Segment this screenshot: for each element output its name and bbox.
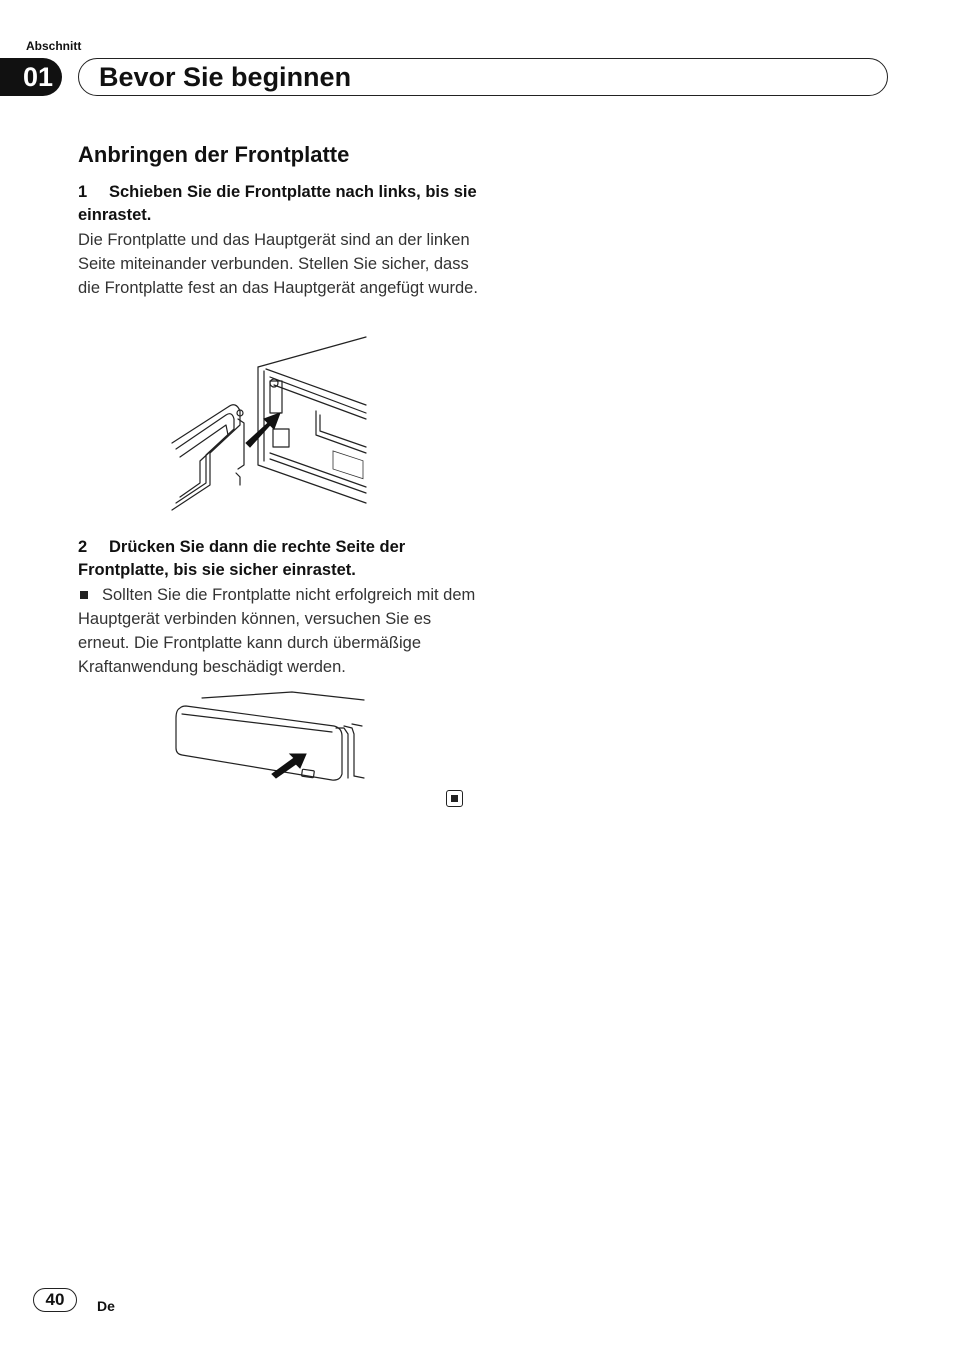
step-2-title	[78, 536, 478, 582]
section-label: Abschnitt	[26, 39, 82, 53]
step-2-title-text: Drücken Sie dann die rechte Seite der Frontplatte, bis sie sicher einrastet.	[78, 538, 406, 579]
chapter-title: Bevor Sie beginnen	[99, 61, 352, 92]
language-code: De	[97, 1298, 115, 1314]
step-1-number: 1	[78, 183, 88, 201]
page-number: 40	[33, 1288, 77, 1312]
step-1-body: Die Frontplatte und das Hauptgerät sind an der linken Seite miteinander verbunden. Stellen Sie sicher, dass die Frontplatte fest an das Hauptgerät angefügt wurde.	[78, 231, 478, 297]
step-1-title-text: Schieben Sie die Frontplatte nach links, bis sie einrastet.	[78, 183, 477, 224]
square-bullet-icon	[80, 591, 88, 599]
chapter-title-bar	[78, 58, 888, 96]
section-heading: Anbringen der Frontplatte	[78, 142, 350, 167]
illustration-attach-left	[170, 335, 370, 515]
step-2-note-text: Sollten Sie die Frontplatte nicht erfolgreich mit dem Hauptgerät verbinden können, versuchen Sie es erneut. Die Frontplatte kann durch übermäßige Kraftanwendung beschädigt werden.	[78, 586, 476, 676]
step-2-number: 2	[78, 538, 88, 556]
end-mark-icon	[446, 790, 463, 807]
step-2-note	[78, 583, 478, 679]
illustration-press-right	[172, 688, 367, 783]
step-1-title	[78, 181, 478, 227]
chapter-number-badge: 01	[0, 58, 62, 96]
